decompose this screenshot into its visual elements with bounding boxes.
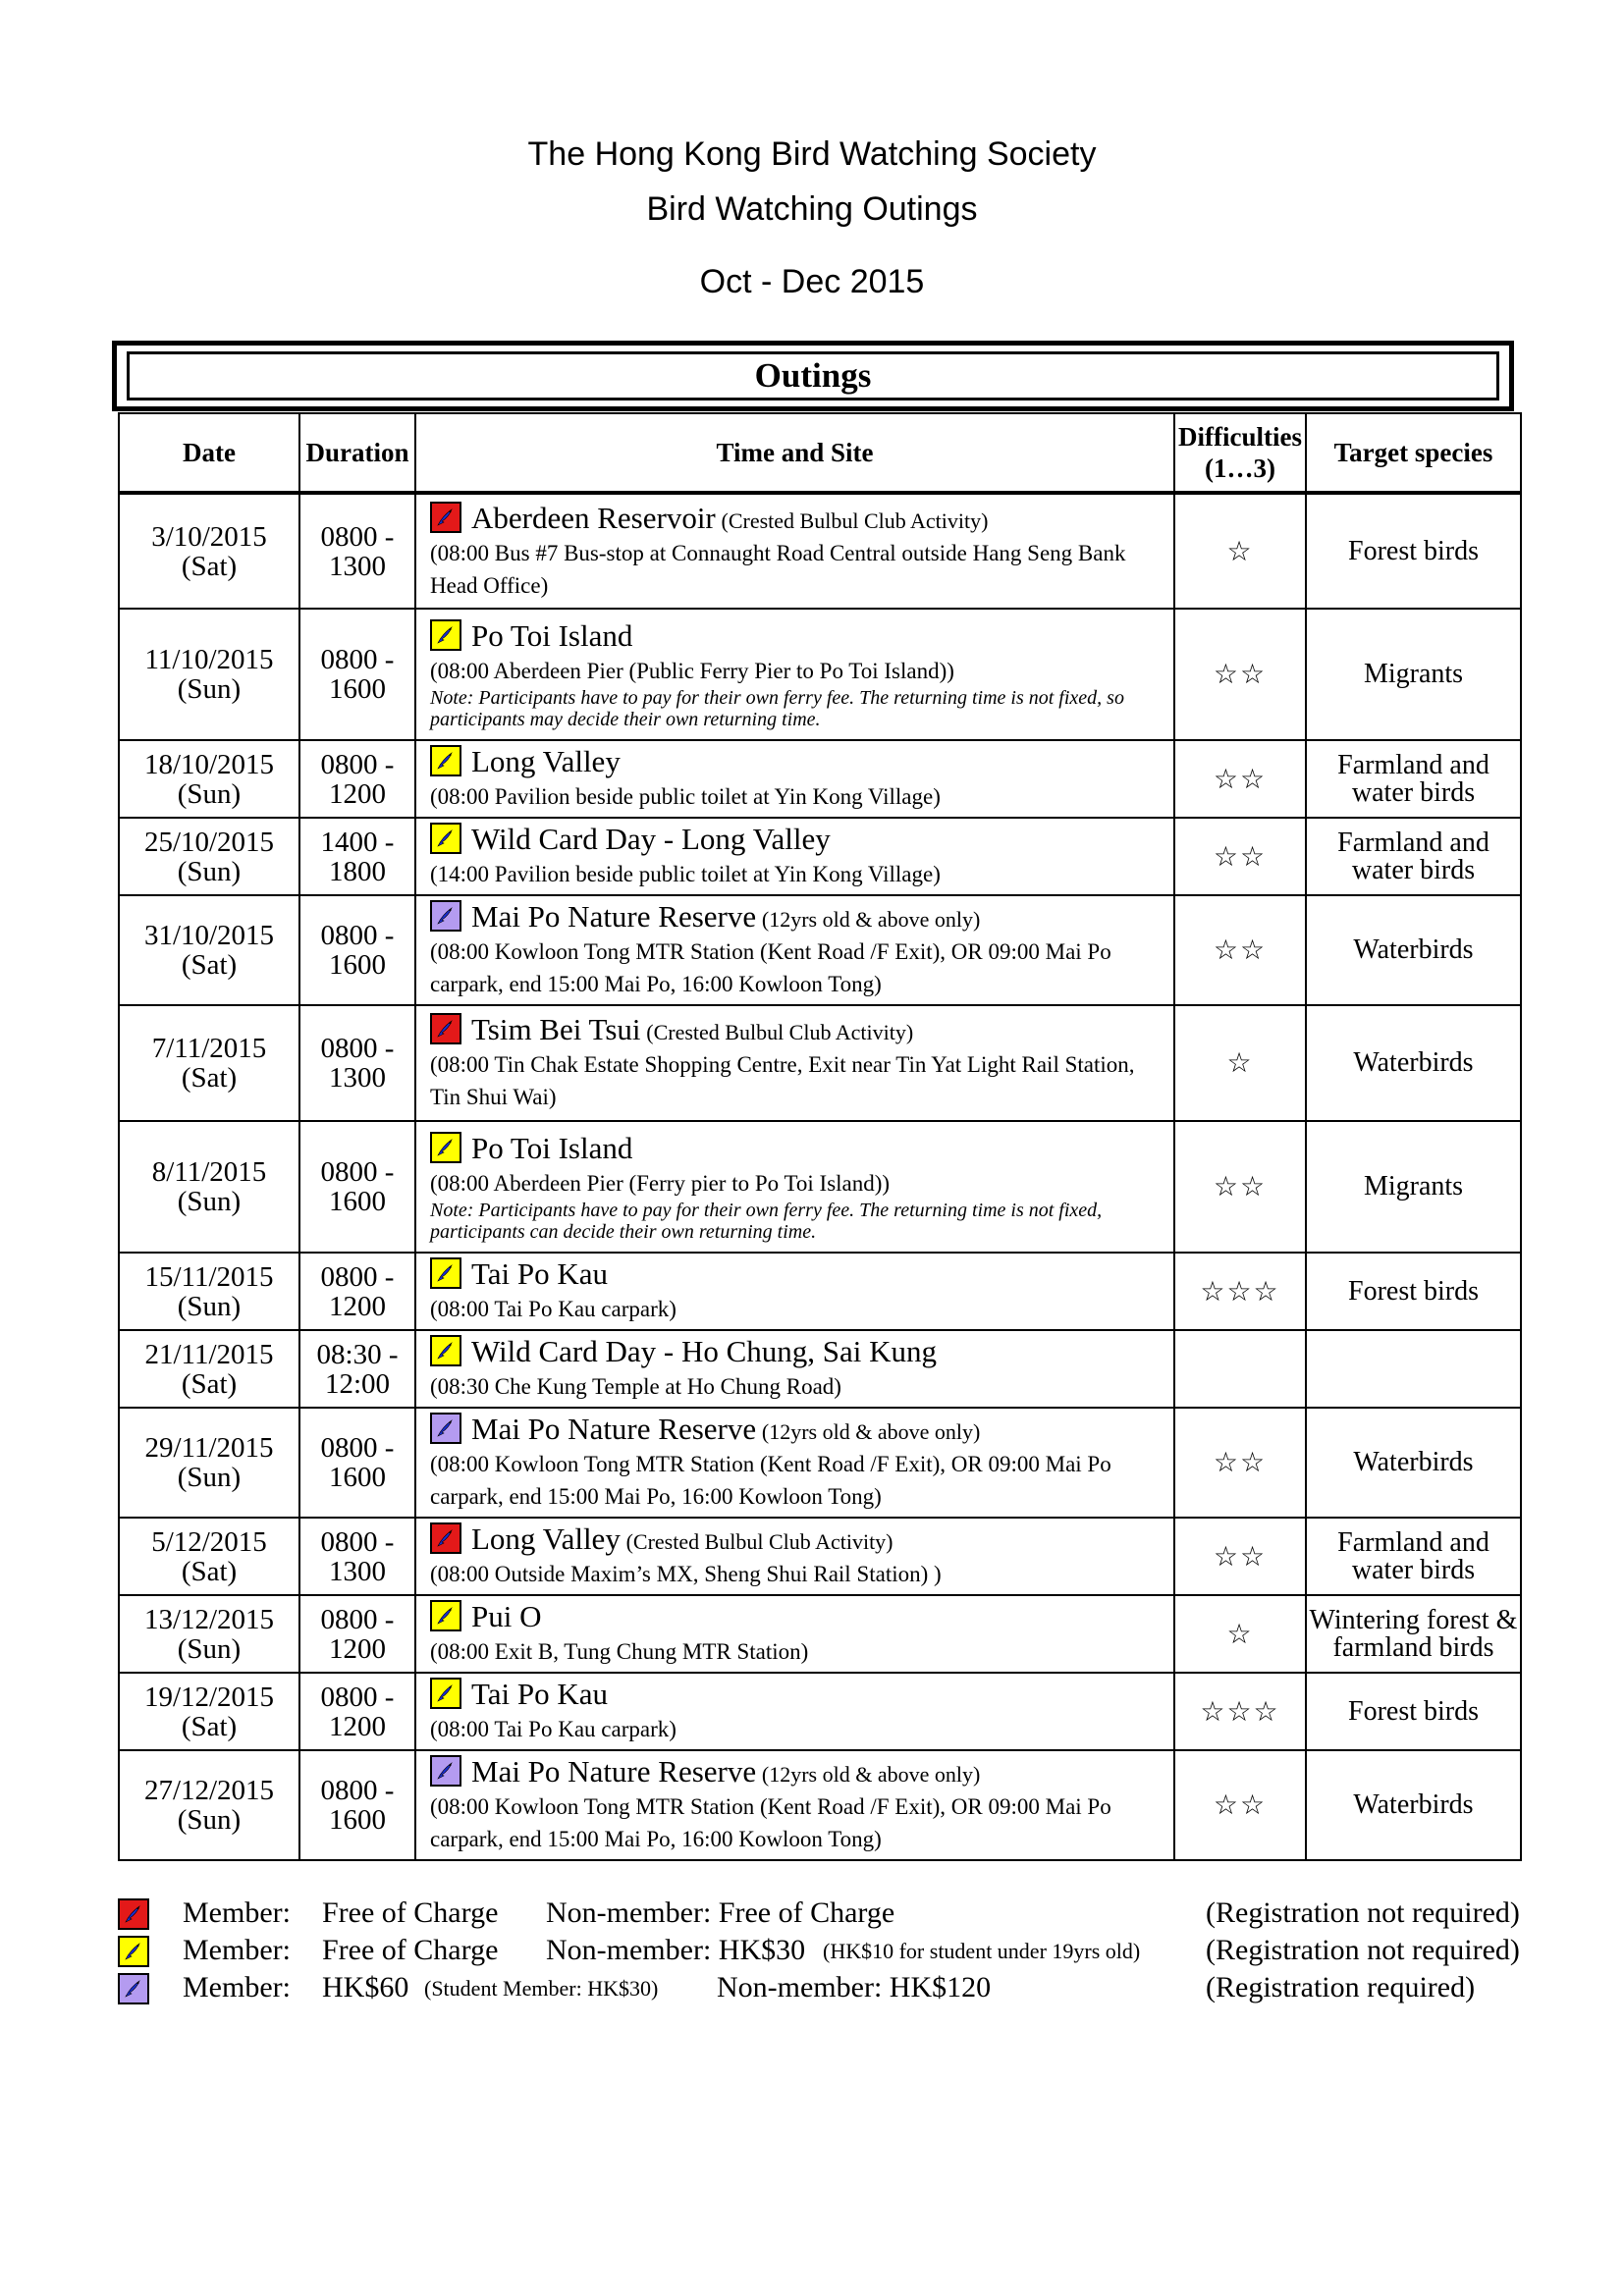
site-name: Tsim Bei Tsui <box>471 1012 641 1046</box>
legend-registration: (Registration not required) <box>1206 1934 1520 1966</box>
outing-site-cell <box>415 1253 1174 1330</box>
outings-banner <box>112 341 1514 411</box>
target-species: Migrants <box>1306 609 1521 740</box>
site-name: Aberdeen Reservoir <box>471 500 716 535</box>
outing-day: (Sun) <box>177 1804 242 1836</box>
site-note: (12yrs old & above only) <box>761 1419 981 1444</box>
duration-start: 0800 - <box>320 748 395 780</box>
site-details: (08:30 Che Kung Temple at Ho Chung Road) <box>430 1374 841 1399</box>
site-name: Mai Po Nature Reserve <box>471 899 757 934</box>
table-row <box>119 1330 1521 1408</box>
site-details: (08:00 Bus #7 Bus-stop at Connaught Road Central outside Hang Seng Bank Head Office) <box>430 540 1126 598</box>
site-heading <box>430 1678 1164 1713</box>
difficulty-stars: ☆☆☆ <box>1174 1253 1306 1330</box>
table-row <box>119 1121 1521 1253</box>
col-duration: Duration <box>299 413 415 493</box>
outing-site-cell <box>415 1673 1174 1750</box>
outing-date-cell <box>119 1121 299 1253</box>
outing-duration-cell <box>299 1673 415 1750</box>
legend-row <box>118 1896 1551 1934</box>
site-name: Po Toi Island <box>471 617 633 653</box>
outing-site-cell <box>415 493 1174 609</box>
site-heading <box>430 502 1164 537</box>
outing-date-cell <box>119 1005 299 1121</box>
legend-registration: (Registration required) <box>1206 1971 1476 2003</box>
col-difficulty-range: (1…3) <box>1205 454 1275 483</box>
table-row <box>119 1595 1521 1673</box>
site-details: (08:00 Outside Maxim’s MX, Sheng Shui Rail Station) ) <box>430 1562 942 1586</box>
outing-site-cell <box>415 609 1174 740</box>
outing-date: 15/11/2015 <box>144 1260 274 1293</box>
bird-icon <box>430 1335 461 1366</box>
col-date: Date <box>119 413 299 493</box>
duration-end: 1300 <box>329 1555 386 1587</box>
outing-date: 11/10/2015 <box>144 644 274 675</box>
bird-icon <box>430 823 461 854</box>
table-row <box>119 740 1521 818</box>
bird-icon <box>430 1413 461 1444</box>
site-details: (08:00 Tai Po Kau carpark) <box>430 1717 677 1741</box>
difficulty-stars: ☆☆ <box>1174 1750 1306 1860</box>
difficulty-stars: ☆☆ <box>1174 895 1306 1005</box>
target-species: Forest birds <box>1306 493 1521 609</box>
site-details: (08:00 Tai Po Kau carpark) <box>430 1297 677 1321</box>
outing-day: (Sun) <box>177 855 242 887</box>
outing-date: 3/10/2015 <box>151 520 267 553</box>
difficulty-stars: ☆☆ <box>1174 1408 1306 1518</box>
table-row <box>119 1408 1521 1518</box>
outing-day: (Sat) <box>181 949 238 981</box>
table-row <box>119 609 1521 740</box>
page-subtitle: Bird Watching Outings <box>646 190 978 228</box>
table-row <box>119 493 1521 609</box>
outing-site-cell <box>415 1518 1174 1595</box>
outing-duration-cell <box>299 1408 415 1518</box>
outings-table <box>118 412 1522 1861</box>
target-species: Migrants <box>1306 1121 1521 1253</box>
duration-end: 1200 <box>329 777 386 810</box>
bird-icon <box>430 1755 461 1787</box>
outing-site-cell <box>415 1121 1174 1253</box>
bird-icon <box>430 1600 461 1631</box>
site-details: (08:00 Kowloon Tong MTR Station (Kent Road /F Exit), OR 09:00 Mai Po carpark, end 15:00 Mai Po, 16:00 Kowloon Tong) <box>430 939 1111 996</box>
site-note: (Crested Bulbul Club Activity) <box>721 507 989 533</box>
outing-date: 25/10/2015 <box>143 826 275 858</box>
outing-day: (Sun) <box>177 673 242 705</box>
site-name: Wild Card Day - Long Valley <box>471 822 831 856</box>
table-row <box>119 1005 1521 1121</box>
outing-day: (Sun) <box>177 1632 242 1665</box>
site-heading <box>430 1413 1164 1448</box>
outing-date-cell <box>119 1408 299 1518</box>
site-name: Wild Card Day - Ho Chung, Sai Kung <box>471 1334 938 1368</box>
difficulty-stars: ☆ <box>1174 493 1306 609</box>
outing-site-cell <box>415 818 1174 895</box>
table-header-row <box>119 413 1521 493</box>
bird-icon <box>430 1132 461 1163</box>
site-heading <box>430 1013 1164 1048</box>
col-target: Target species <box>1306 413 1521 493</box>
outing-date: 7/11/2015 <box>151 1033 267 1064</box>
bird-icon <box>118 1898 149 1930</box>
site-details: (08:00 Kowloon Tong MTR Station (Kent Road /F Exit), OR 09:00 Mai Po carpark, end 15:00 Mai Po, 16:00 Kowloon Tong) <box>430 1452 1111 1509</box>
outing-date-cell <box>119 895 299 1005</box>
site-name: Mai Po Nature Reserve <box>471 1754 757 1789</box>
bird-icon <box>430 502 461 533</box>
duration-end: 1800 <box>329 855 386 887</box>
duration-start: 0800 - <box>320 1603 395 1635</box>
outing-date-cell <box>119 493 299 609</box>
outing-duration-cell <box>299 1518 415 1595</box>
bird-icon <box>118 1973 149 2004</box>
duration-start: 0800 - <box>320 1525 395 1558</box>
outing-day: (Sat) <box>181 1555 238 1587</box>
site-heading <box>430 1755 1164 1790</box>
col-site: Time and Site <box>415 413 1174 493</box>
outing-duration-cell <box>299 493 415 609</box>
difficulty-stars: ☆☆ <box>1174 609 1306 740</box>
outing-site-cell <box>415 1408 1174 1518</box>
site-heading <box>430 1257 1164 1293</box>
duration-start: 0800 - <box>320 1260 395 1293</box>
difficulty-stars <box>1174 1330 1306 1408</box>
outing-date: 8/11/2015 <box>151 1156 267 1188</box>
table-row <box>119 1253 1521 1330</box>
legend-member-label: Member: <box>183 1896 291 1929</box>
bird-icon <box>430 1013 461 1044</box>
outing-date: 29/11/2015 <box>144 1432 274 1464</box>
duration-start: 0800 - <box>320 1775 395 1806</box>
outing-date-cell <box>119 1750 299 1860</box>
site-name: Long Valley <box>471 1522 621 1556</box>
outing-duration-cell <box>299 1253 415 1330</box>
outings-banner-title: Outings <box>127 351 1499 400</box>
outing-date: 5/12/2015 <box>151 1525 267 1558</box>
site-heading <box>430 745 1164 780</box>
outing-date: 31/10/2015 <box>143 920 275 951</box>
duration-start: 0800 - <box>320 520 395 553</box>
legend-row <box>118 1934 1551 1971</box>
target-species: Wintering forest & farmland birds <box>1306 1595 1521 1673</box>
outing-duration-cell <box>299 740 415 818</box>
table-row <box>119 1673 1521 1750</box>
site-heading <box>430 1522 1164 1558</box>
site-ferry-note: Note: Participants have to pay for their own ferry fee. The returning time is not fixed, so participants may decide their own returning time. <box>430 686 1124 730</box>
table-row <box>119 895 1521 1005</box>
outing-site-cell <box>415 895 1174 1005</box>
outing-day: (Sun) <box>177 777 242 810</box>
outing-site-cell <box>415 1595 1174 1673</box>
duration-end: 1600 <box>329 1462 386 1493</box>
duration-end: 1200 <box>329 1290 386 1322</box>
site-name: Tai Po Kau <box>471 1256 609 1291</box>
outing-date-cell <box>119 1330 299 1408</box>
site-name: Po Toi Island <box>471 1130 633 1165</box>
outing-date: 27/12/2015 <box>143 1775 275 1806</box>
outing-duration-cell <box>299 818 415 895</box>
duration-start: 1400 - <box>320 826 395 858</box>
site-details: (08:00 Kowloon Tong MTR Station (Kent Road /F Exit), OR 09:00 Mai Po carpark, end 15:00 Mai Po, 16:00 Kowloon Tong) <box>430 1794 1111 1851</box>
target-species: Farmland and water birds <box>1306 740 1521 818</box>
site-details: (08:00 Aberdeen Pier (Ferry pier to Po Toi Island)) <box>430 1170 891 1196</box>
outing-site-cell <box>415 740 1174 818</box>
difficulty-stars: ☆☆ <box>1174 1518 1306 1595</box>
outing-date: 19/12/2015 <box>143 1681 275 1713</box>
legend-member-fee: Free of Charge <box>322 1934 499 1966</box>
outing-site-cell <box>415 1005 1174 1121</box>
outing-duration-cell <box>299 1005 415 1121</box>
outing-site-cell <box>415 1750 1174 1860</box>
duration-end: 1300 <box>329 1062 386 1094</box>
target-species: Farmland and water birds <box>1306 818 1521 895</box>
site-heading <box>430 823 1164 858</box>
site-heading <box>430 1132 1164 1167</box>
difficulty-stars: ☆☆ <box>1174 818 1306 895</box>
outing-date-cell <box>119 740 299 818</box>
legend-nonmember: Non-member: Free of Charge <box>546 1896 895 1929</box>
bird-icon <box>430 900 461 932</box>
outing-day: (Sat) <box>181 550 238 582</box>
bird-icon <box>430 619 461 651</box>
outing-date-cell <box>119 818 299 895</box>
outing-date-cell <box>119 609 299 740</box>
target-species: Farmland and water birds <box>1306 1518 1521 1595</box>
site-heading <box>430 619 1164 655</box>
target-species: Waterbirds <box>1306 895 1521 1005</box>
site-name: Pui O <box>471 1599 542 1633</box>
outing-duration-cell <box>299 609 415 740</box>
duration-end: 1600 <box>329 1804 386 1836</box>
duration-end: 12:00 <box>324 1367 391 1400</box>
legend-member-label: Member: <box>183 1934 291 1966</box>
duration-start: 0800 - <box>320 920 395 951</box>
target-species: Forest birds <box>1306 1253 1521 1330</box>
legend-row <box>118 1971 1551 2008</box>
bird-icon <box>430 1522 461 1554</box>
duration-end: 1300 <box>329 550 386 582</box>
legend-member-note: (Student Member: HK$30) <box>424 1976 659 2001</box>
period-label: Oct - Dec 2015 <box>699 263 925 300</box>
bird-icon <box>430 745 461 776</box>
outing-day: (Sat) <box>181 1367 238 1400</box>
difficulty-stars: ☆☆ <box>1174 740 1306 818</box>
site-note: (Crested Bulbul Club Activity) <box>646 1020 914 1044</box>
duration-start: 0800 - <box>320 1033 395 1064</box>
outing-day: (Sun) <box>177 1462 242 1493</box>
table-row <box>119 818 1521 895</box>
outing-date: 13/12/2015 <box>143 1603 275 1635</box>
target-species: Waterbirds <box>1306 1408 1521 1518</box>
outing-date: 18/10/2015 <box>143 748 275 780</box>
col-difficulty <box>1174 413 1306 493</box>
legend-registration: (Registration not required) <box>1206 1896 1520 1929</box>
table-row <box>119 1518 1521 1595</box>
target-species: Waterbirds <box>1306 1005 1521 1121</box>
outing-day: (Sun) <box>177 1186 242 1217</box>
duration-start: 0800 - <box>320 1156 395 1188</box>
site-name: Long Valley <box>471 744 621 778</box>
duration-end: 1200 <box>329 1632 386 1665</box>
outing-duration-cell <box>299 1595 415 1673</box>
difficulty-stars: ☆ <box>1174 1595 1306 1673</box>
org-title: The Hong Kong Bird Watching Society <box>527 135 1097 173</box>
outing-duration-cell <box>299 1121 415 1253</box>
site-note: (Crested Bulbul Club Activity) <box>625 1529 893 1554</box>
outing-day: (Sat) <box>181 1062 238 1094</box>
bird-icon <box>118 1936 149 1967</box>
table-row <box>119 1750 1521 1860</box>
site-note: (12yrs old & above only) <box>761 907 981 932</box>
site-heading <box>430 900 1164 935</box>
duration-end: 1600 <box>329 673 386 705</box>
duration-end: 1200 <box>329 1710 386 1742</box>
outing-date-cell <box>119 1518 299 1595</box>
outing-day: (Sat) <box>181 1710 238 1742</box>
duration-start: 0800 - <box>320 644 395 675</box>
outing-duration-cell <box>299 1750 415 1860</box>
bird-icon <box>430 1257 461 1289</box>
site-heading <box>430 1600 1164 1635</box>
duration-end: 1600 <box>329 1186 386 1217</box>
outing-day: (Sun) <box>177 1290 242 1322</box>
target-species: Waterbirds <box>1306 1750 1521 1860</box>
site-details: (08:00 Aberdeen Pier (Public Ferry Pier to Po Toi Island)) <box>430 658 954 683</box>
site-details: (08:00 Exit B, Tung Chung MTR Station) <box>430 1639 809 1664</box>
outing-date-cell <box>119 1253 299 1330</box>
duration-start: 0800 - <box>320 1681 395 1713</box>
site-name: Tai Po Kau <box>471 1677 609 1711</box>
difficulty-stars: ☆☆☆ <box>1174 1673 1306 1750</box>
difficulty-stars: ☆ <box>1174 1005 1306 1121</box>
site-heading <box>430 1335 1164 1370</box>
outing-date-cell <box>119 1595 299 1673</box>
legend-member-fee: Free of Charge <box>322 1896 499 1929</box>
legend-nonmember: Non-member: HK$120 <box>717 1971 992 2003</box>
duration-start: 08:30 - <box>316 1338 399 1370</box>
legend-member-fee: HK$60 <box>322 1971 409 2003</box>
outing-date: 21/11/2015 <box>144 1338 274 1370</box>
site-details: (08:00 Tin Chak Estate Shopping Centre, Exit near Tin Yat Light Rail Station, Tin Shui Wai) <box>430 1052 1135 1109</box>
site-name: Mai Po Nature Reserve <box>471 1412 757 1446</box>
target-species <box>1306 1330 1521 1408</box>
outing-date-cell <box>119 1673 299 1750</box>
legend-nonmember: Non-member: HK$30 <box>546 1934 806 1966</box>
target-species: Forest birds <box>1306 1673 1521 1750</box>
legend-member-label: Member: <box>183 1971 291 2003</box>
site-ferry-note: Note: Participants have to pay for their own ferry fee. The returning time is not fixed, participants can decide their own returning time. <box>430 1199 1103 1243</box>
site-details: (08:00 Pavilion beside public toilet at Yin Kong Village) <box>430 784 941 809</box>
col-difficulty-label: Difficulties <box>1178 422 1302 452</box>
outing-duration-cell <box>299 1330 415 1408</box>
duration-start: 0800 - <box>320 1432 395 1464</box>
duration-end: 1600 <box>329 949 386 981</box>
site-note: (12yrs old & above only) <box>761 1762 981 1787</box>
bird-icon <box>430 1678 461 1709</box>
outing-duration-cell <box>299 895 415 1005</box>
outing-site-cell <box>415 1330 1174 1408</box>
site-details: (14:00 Pavilion beside public toilet at Yin Kong Village) <box>430 862 941 886</box>
difficulty-stars: ☆☆ <box>1174 1121 1306 1253</box>
legend-nonmember-note: (HK$10 for student under 19yrs old) <box>823 1939 1141 1963</box>
